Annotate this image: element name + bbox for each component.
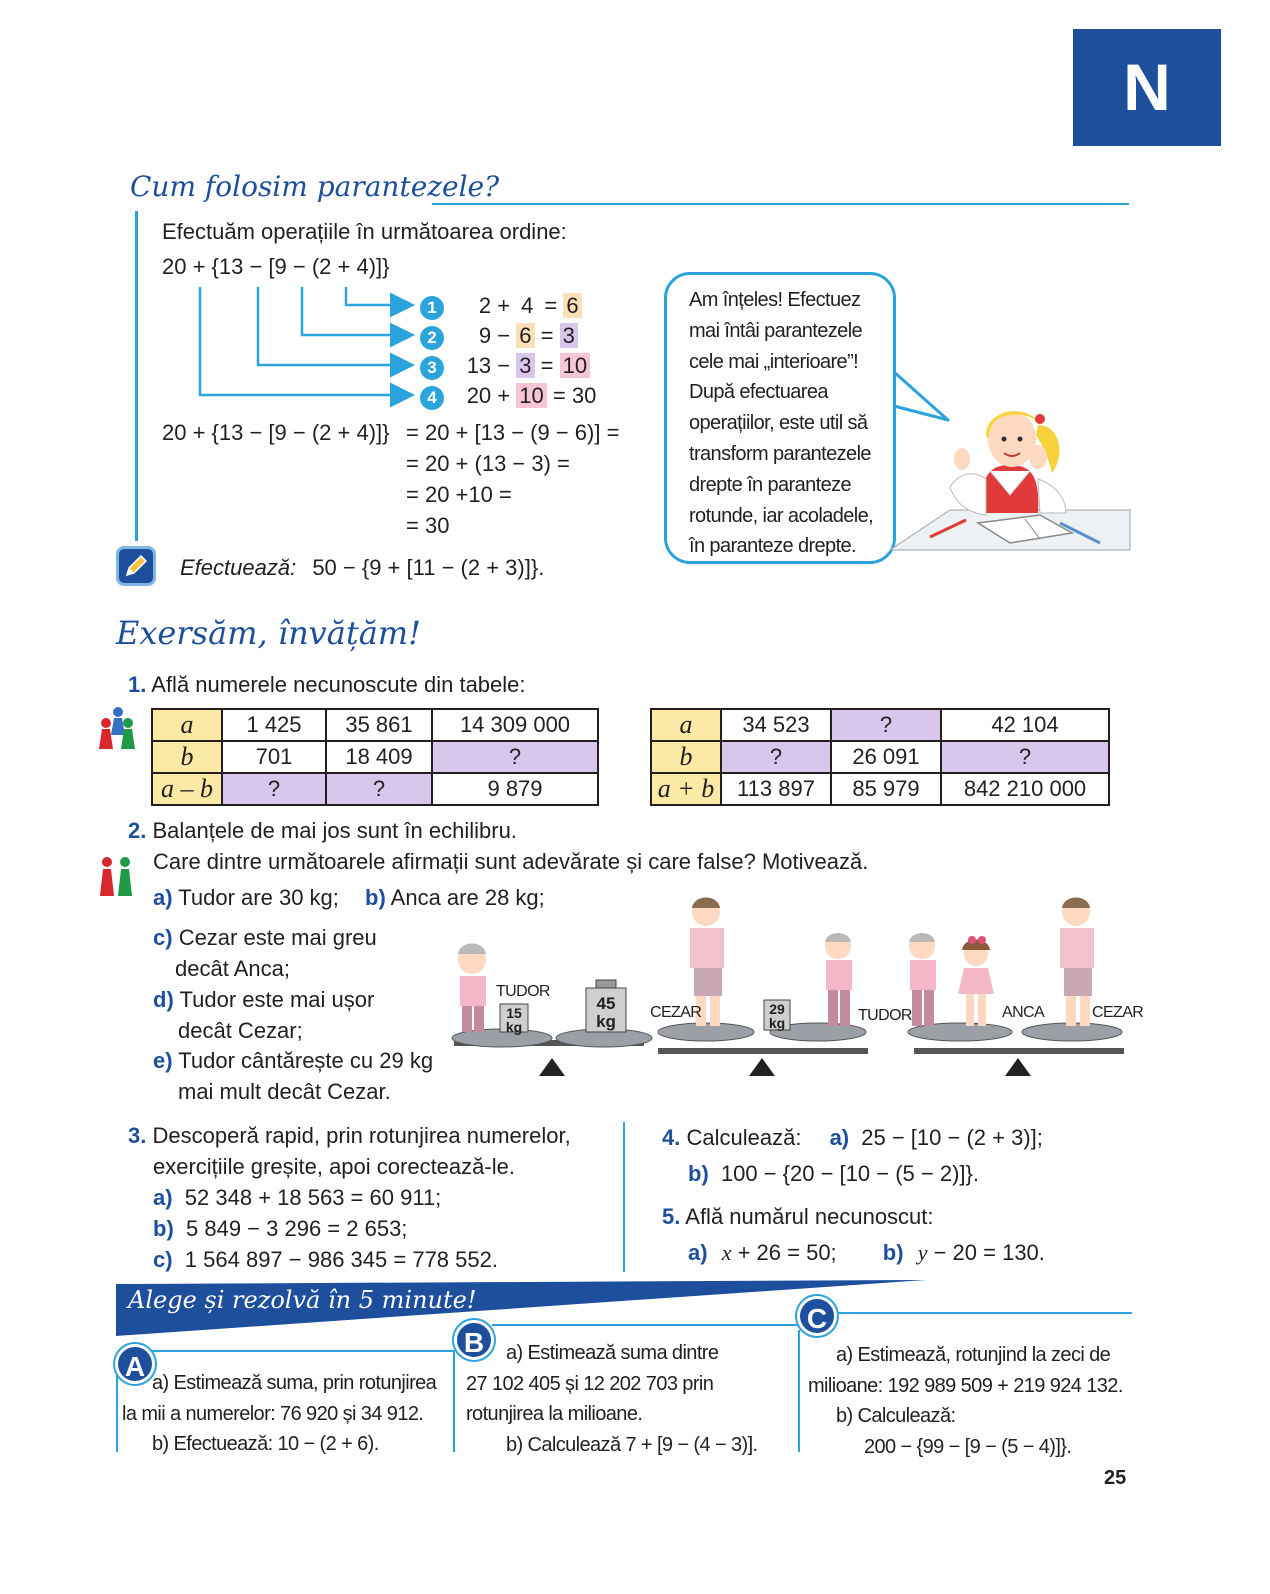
- label-cezar-1: CEZAR: [650, 1004, 702, 1021]
- scale-3: [908, 898, 1124, 1077]
- statement-b: b) Anca are 28 kg;: [365, 885, 545, 910]
- intro-text: Efectuăm operațiile în următoarea ordine:: [162, 219, 567, 244]
- step-4: 4 20 + 10 = 30: [420, 382, 596, 410]
- option-a: a) Estimează suma, prin rotunjirea la mii a numerelor: 76 920 și 34 912. b) Efectuează: 10 − (2 + 6).: [122, 1372, 437, 1455]
- chapter-letter-box: [1073, 29, 1221, 146]
- step-number: 2: [420, 326, 444, 350]
- chain-line-4: = 30: [406, 513, 450, 538]
- label-tudor-2: TUDOR: [858, 1007, 912, 1024]
- chain-line-1: = 20 + [13 − (9 − 6)] =: [406, 420, 620, 445]
- option-c: a) Estimează, rotunjind la zeci de milioane: 192 989 509 + 219 924 132. b) Calculează: 200 − {99 − [9 − (5 − 4)]}.: [808, 1344, 1123, 1458]
- page-number: 25: [1104, 1467, 1127, 1489]
- girl-illustration: [890, 395, 1136, 555]
- title-rule: [432, 203, 1129, 205]
- scale-2: [658, 898, 868, 1077]
- table-sum: [650, 708, 1110, 806]
- table-row: a + b 113 897 85 979 842 210 000: [651, 773, 1109, 805]
- label-cezar-2: CEZAR: [1092, 1004, 1144, 1021]
- chain-line-0: 20 + {13 − [9 − (2 + 4)]}: [162, 420, 390, 445]
- statement-a: a) Tudor are 30 kg;: [153, 885, 339, 910]
- section-title-choose: Alege și rezolvă în 5 minute!: [128, 1286, 477, 1314]
- line-a-top: [150, 1350, 455, 1352]
- pair-work-icon: [96, 852, 136, 898]
- step-number: 1: [420, 296, 444, 320]
- option-b: a) Estimează suma dintre 27 102 405 și 12 202 703 prin rotunjirea la milioane. b) Calculează 7 + [9 − (4 − 3)].: [466, 1342, 758, 1456]
- side-rule: [135, 211, 138, 541]
- group-work-icon: [96, 705, 140, 751]
- exercise-5: 5. Află numărul necunoscut: a) x + 26 = 50; b) y − 20 = 130.: [662, 1204, 1045, 1265]
- step-number: 4: [420, 386, 444, 410]
- table-row: a – b ? ? 9 879: [152, 773, 598, 805]
- line-b-top: [492, 1324, 800, 1326]
- badge-b: B: [454, 1320, 494, 1360]
- chain-line-2: = 20 + (13 − 3) =: [406, 451, 570, 476]
- exercise-2-question: Care dintre următoarele afirmații sunt adevărate și care false? Motivează.: [153, 849, 869, 874]
- line-a-left: [116, 1368, 118, 1452]
- table-difference: [151, 708, 599, 806]
- label-tudor-1: TUDOR: [496, 983, 550, 1000]
- step-3: 3 13 − 3 = 10: [420, 352, 590, 380]
- bubble-text: Am înțeles! Efectuez mai întâi parantezele cele mai „interioare”! După efectuarea operațiilor, este util să transform parantezele drepte în paranteze rotunde, iar acoladele, în paranteze drepte.: [689, 289, 874, 558]
- pencil-task-icon: [116, 546, 156, 586]
- table-row: a 34 523 ? 42 104: [651, 709, 1109, 741]
- speech-bubble: [664, 272, 896, 564]
- step-1: 1 2 + 4 = 6: [420, 292, 582, 320]
- badge-c: C: [797, 1296, 837, 1336]
- chain-line-3: = 20 +10 =: [406, 482, 512, 507]
- line-bc: [798, 1330, 800, 1452]
- table-row: a 1 425 35 861 14 309 000: [152, 709, 598, 741]
- exercise-1-heading: 1. Află numerele necunoscute din tabele:: [128, 672, 526, 697]
- chapter-letter: N: [1123, 50, 1171, 124]
- exercise-3: 3. Descoperă rapid, prin rotunjirea numerelor, exercițiile greșite, apoi corectează-le. a) 52 348 + 18 563 = 60 911; b) 5 849 − 3 296 = 2 653; c) 1 564 897 − 986 345 = 778 552.: [128, 1123, 571, 1272]
- statement-c: c) Cezar este mai greu decât Anca;: [153, 925, 377, 981]
- weight-45: 45 kg: [596, 994, 616, 1031]
- table-row: b ? 26 091 ?: [651, 741, 1109, 773]
- line-c-top: [834, 1312, 1132, 1314]
- task-line: [180, 555, 544, 581]
- column-divider: [623, 1122, 625, 1272]
- statement-e: e) Tudor cântărește cu 29 kg mai mult decât Cezar.: [153, 1048, 434, 1104]
- task-expression: 50 − {9 + [11 − (2 + 3)]}.: [312, 555, 545, 580]
- table-row: b 701 18 409 ?: [152, 741, 598, 773]
- exercise-2-heading: 2. Balanțele de mai jos sunt în echilibru.: [128, 818, 517, 843]
- label-anca: ANCA: [1002, 1004, 1045, 1021]
- section-title-parantheses: Cum folosim parantezele?: [130, 170, 500, 203]
- line-ab: [453, 1350, 455, 1452]
- weight-29: 29 kg: [768, 1001, 786, 1031]
- task-label: Efectuează:: [180, 555, 297, 580]
- main-expression: 20 + {13 − [9 − (2 + 4)]}: [162, 254, 390, 279]
- statement-d: d) Tudor este mai ușor decât Cezar;: [153, 987, 375, 1043]
- weight-15: 15 kg: [505, 1005, 523, 1035]
- section-title-practice: Exersăm, învățăm!: [116, 614, 421, 652]
- badge-a: A: [115, 1344, 155, 1384]
- order-arrows: [190, 283, 450, 423]
- exercise-4: 4. Calculează: a) 25 − [10 − (2 + 3)]; b) 100 − {20 − [10 − (5 − 2)]}.: [662, 1125, 1043, 1186]
- step-2: 2 9 − 6 = 3: [420, 322, 578, 350]
- step-number: 3: [420, 356, 444, 380]
